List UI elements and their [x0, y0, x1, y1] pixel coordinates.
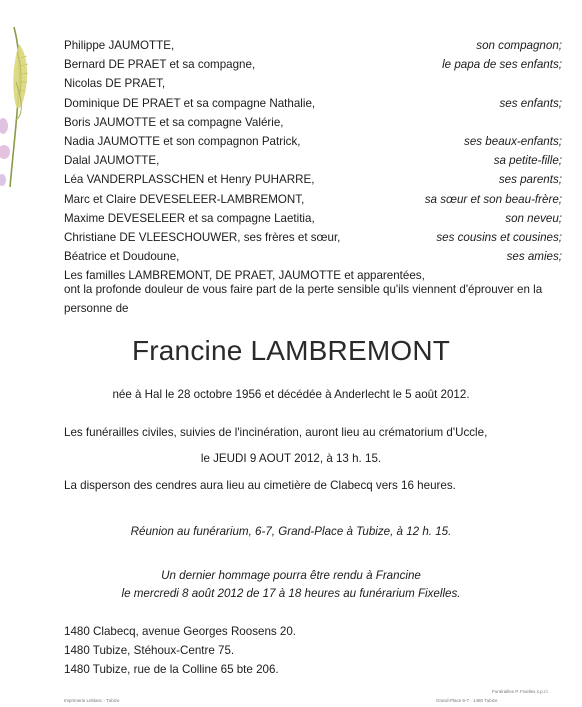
family-row [64, 228, 562, 247]
family-row [64, 151, 562, 170]
intro-paragraph: ont la profonde douleur de vous faire part de la perte sensible qu'ils viennent d'éprouver en la personne de [64, 283, 543, 315]
family-name: Marc et Claire DEVESELEER-LAMBREMONT, [64, 192, 305, 206]
family-row [64, 170, 562, 189]
family-row [64, 74, 562, 93]
family-name: Les familles LAMBREMONT, DE PRAET, JAUMOTTE et apparentées, [64, 269, 425, 283]
family-relation: sa petite-fille; [493, 154, 562, 168]
family-name: Christiane DE VLEESCHOUWER, ses frères et sœur, [64, 230, 341, 244]
address-line: 1480 Tubize, rue de la Colline 65 bte 206. [64, 663, 279, 676]
family-relation: ses amies; [506, 250, 562, 264]
family-row [64, 132, 562, 151]
birth-death-dates: née à Hal le 28 octobre 1956 et décédée à Anderlecht le 5 août 2012. [112, 388, 470, 401]
family-relation: ses cousins et cousines; [436, 230, 562, 244]
family-name: Béatrice et Doudoune, [64, 250, 180, 264]
family-name: Bernard DE PRAET et sa compagne, [64, 58, 256, 72]
family-relation: ses beaux-enfants; [464, 134, 562, 148]
family-name: Dominique DE PRAET et sa compagne Nathalie, [64, 96, 316, 110]
funeral-home-address: Grand-Place 6-7 · 1480 Tubize [436, 698, 498, 703]
family-name: Boris JAUMOTTE et sa compagne Valérie, [64, 115, 284, 129]
family-name: Maxime DEVESELEER et sa compagne Laetitia, [64, 211, 315, 225]
deceased-name: Francine LAMBREMONT [131, 335, 451, 366]
family-row [64, 94, 562, 113]
family-name: Léa VANDERPLASSCHEN et Henry PUHARRE, [64, 173, 315, 187]
family-name: Dalal JAUMOTTE, [64, 154, 160, 168]
tribute-line1: Un dernier hommage pourra être rendu à Francine [161, 569, 421, 582]
family-row [64, 247, 562, 266]
tribute-line2: le mercredi 8 août 2012 de 17 à 18 heures au funérarium Fixelles. [121, 587, 461, 600]
family-name: Nadia JAUMOTTE et son compagnon Patrick, [64, 134, 301, 148]
family-relation: son compagnon; [476, 39, 562, 52]
address-line: 1480 Tubize, Stéhoux-Centre 75. [64, 644, 235, 657]
ash-dispersion-info: La disperson des cendres aura lieu au cimetière de Clabecq vers 16 heures. [64, 479, 456, 492]
family-name: Philippe JAUMOTTE, [64, 39, 175, 52]
family-relation: ses enfants; [499, 96, 562, 110]
family-row [64, 209, 562, 228]
family-row [64, 55, 562, 74]
funeral-info-line1: Les funérailles civiles, suivies de l'incinération, auront lieu au crématorium d'Uccle, [64, 426, 488, 439]
family-relation: sa sœur et son beau-frère; [424, 192, 562, 206]
family-row [64, 190, 562, 209]
flower-decoration [0, 22, 46, 192]
family-row [64, 113, 562, 132]
family-relation: le papa de ses enfants; [442, 58, 562, 72]
family-list [64, 36, 562, 285]
reunion-info: Réunion au funérarium, 6-7, Grand-Place à Tubize, à 12 h. 15. [130, 525, 452, 538]
printer-credit: Imprimerie Leblanc - Tubize [64, 698, 120, 703]
family-relation: ses parents; [498, 173, 562, 187]
family-relation: son neveu; [505, 211, 562, 225]
family-row [64, 36, 562, 55]
address-line: 1480 Clabecq, avenue Georges Roosens 20. [64, 625, 297, 638]
family-name: Nicolas DE PRAET, [64, 77, 166, 91]
funeral-home-name: Funérailles P. Fixelles s.p.r.l. [492, 689, 549, 694]
funeral-info-line2: le JEUDI 9 AOUT 2012, à 13 h. 15. [200, 452, 382, 465]
